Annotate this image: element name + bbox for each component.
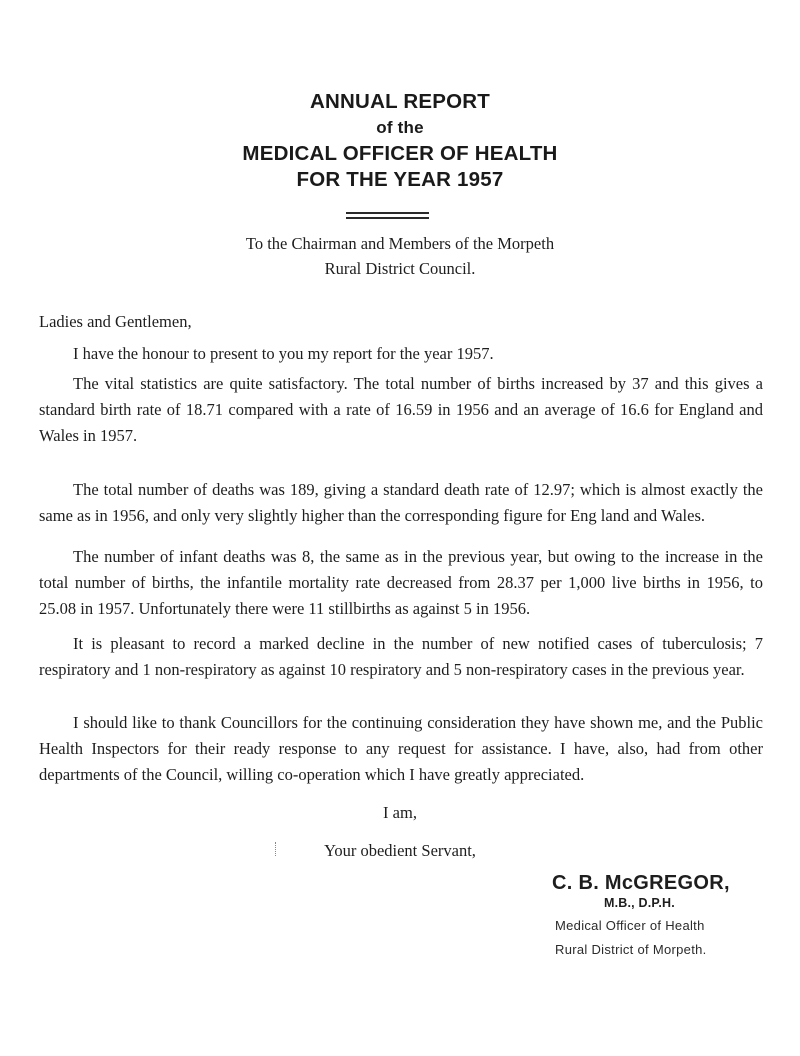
title-line-of-the: of the	[376, 118, 424, 137]
paragraph-tuberculosis	[39, 631, 763, 683]
paragraph-text: The vital statistics are quite satisfactory. The total number of births increased by 37 and this gives a standard birth rate of 18.71 compared with a rate of 16.59 in 1956 and an average of 16.6 for England and Wales in 1957.	[39, 374, 763, 445]
addressee-line-1: To the Chairman and Members of the Morpeth	[245, 234, 555, 253]
paragraph-text: It is pleasant to record a marked decline in the number of new notified cases of tuberculosis; 7 respiratory and 1 non-respiratory as against 10 respiratory and 5 non-respiratory cases in the previous year.	[39, 634, 763, 679]
signatory-role-line-2: Rural District of Morpeth.	[555, 942, 707, 957]
addressee	[0, 231, 800, 281]
closing-servant: Your obedient Servant,	[324, 841, 476, 860]
report-title	[0, 89, 800, 193]
signatory-qualifications: M.B., D.P.H.	[604, 896, 675, 910]
closing-i-am: I am,	[383, 803, 417, 822]
title-line-year: FOR THE YEAR 1957	[296, 168, 504, 191]
paragraph-deaths	[39, 477, 763, 529]
addressee-line-2: Rural District Council.	[324, 259, 476, 278]
title-line-medical-officer: MEDICAL OFFICER OF HEALTH	[242, 142, 558, 165]
title-line-annual-report: ANNUAL REPORT	[310, 90, 490, 113]
paragraph-infant-deaths	[39, 544, 763, 621]
title-divider-bottom	[346, 217, 429, 219]
paragraph-text: I have the honour to present to you my report for the year 1957.	[73, 344, 494, 363]
paragraph-text: I should like to thank Councillors for the continuing consideration they have shown me, and the Public Health Inspectors for their ready response to any request for assistance. I have, also, had from other departments of the Council, willing co-operation which I have greatly appreciated.	[39, 713, 763, 784]
paragraph-births	[39, 371, 763, 448]
signatory-name: C. B. McGREGOR,	[552, 872, 730, 894]
paragraph-text: The number of infant deaths was 8, the same as in the previous year, but owing to the increase in the total number of births, the infantile mortality rate decreased from 28.37 per 1,000 live births in 1956, to 25.08 in 1957. Unfortunately there were 11 stillbirths as against 5 in 1956.	[39, 547, 763, 618]
paragraph-thanks	[39, 710, 763, 787]
signatory-role	[555, 914, 707, 962]
paragraph-text: The total number of deaths was 189, giving a standard death rate of 12.97; which is almost exactly the same as in 1956, and only very slightly higher than the corresponding figure for Eng land and Wales.	[39, 480, 763, 525]
signatory-role-line-1: Medical Officer of Health	[555, 918, 705, 933]
title-divider-top	[346, 212, 429, 214]
salutation: Ladies and Gentlemen,	[39, 312, 192, 331]
paragraph-intro	[39, 341, 763, 367]
signature-block	[552, 871, 772, 911]
